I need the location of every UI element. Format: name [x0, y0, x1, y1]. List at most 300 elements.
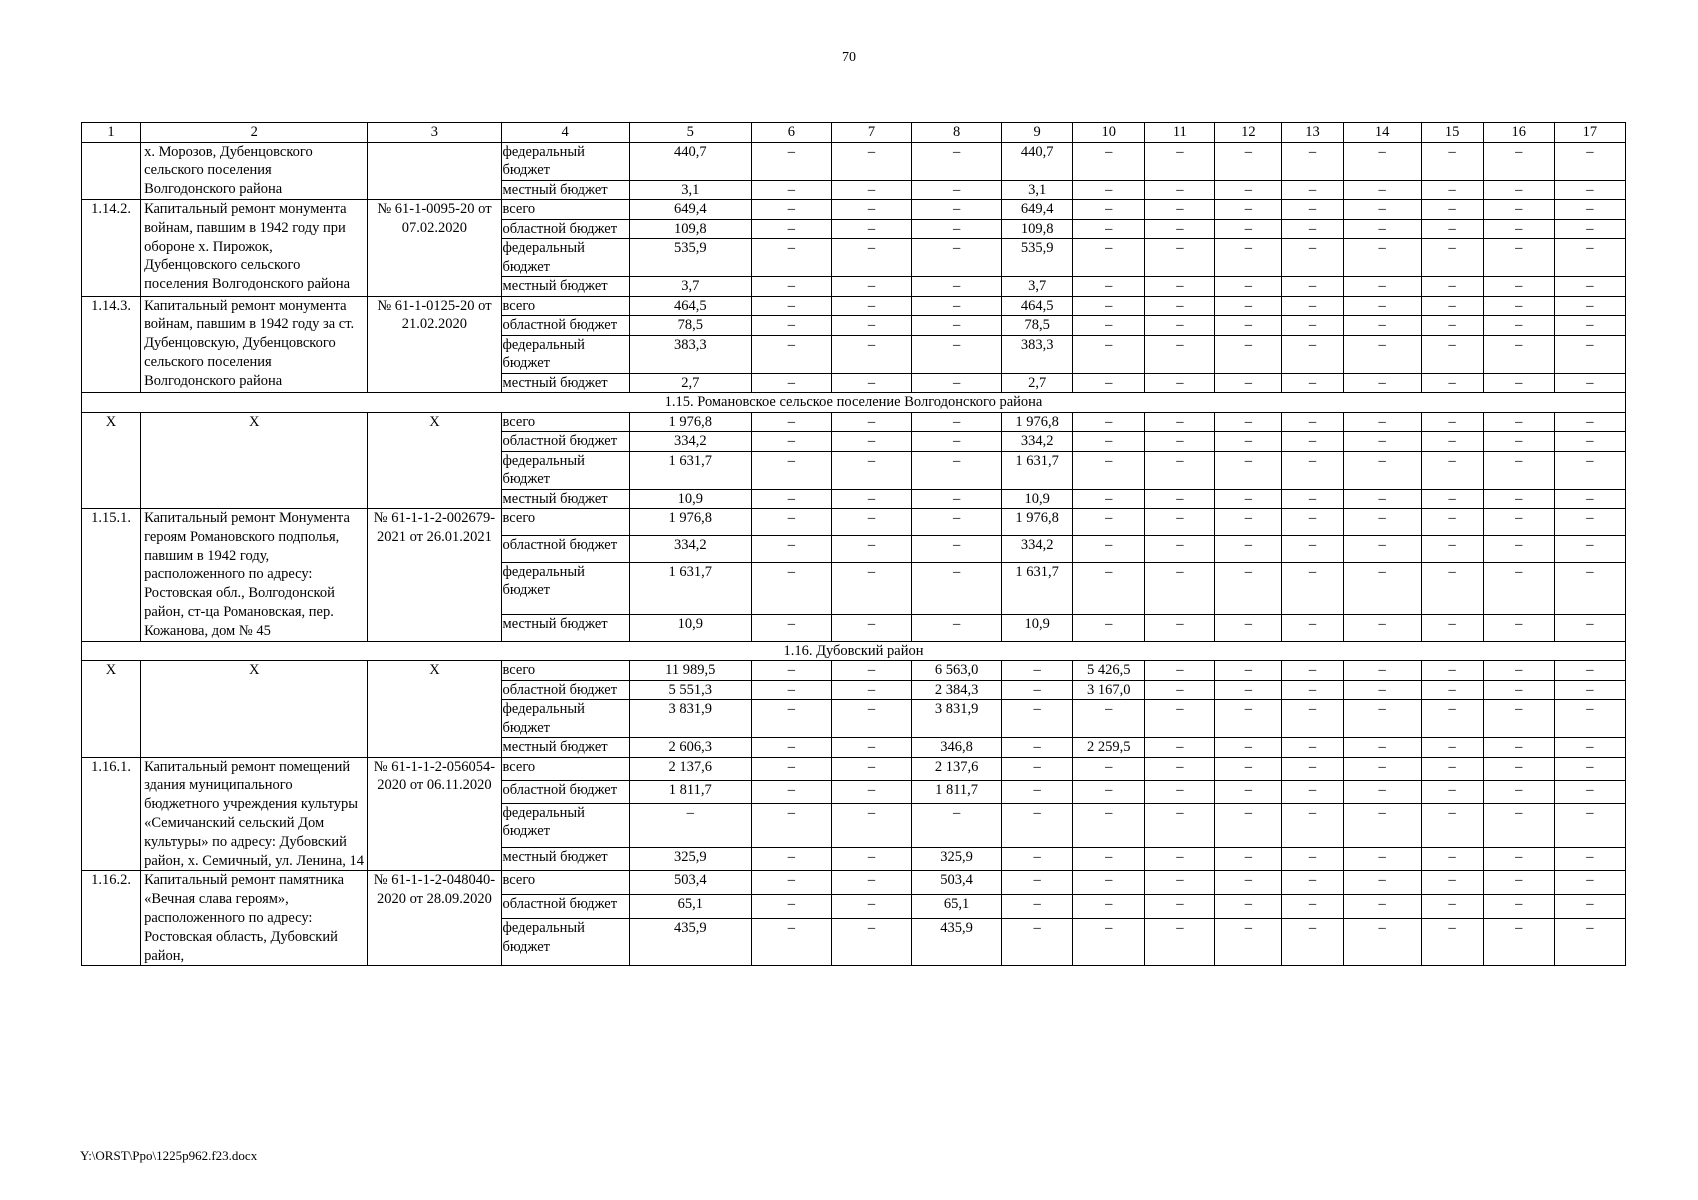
value-cell: –	[1554, 277, 1625, 297]
value-cell: –	[1073, 142, 1145, 180]
value-cell: –	[912, 614, 1002, 641]
value-cell: 10,9	[1002, 489, 1073, 509]
value-cell: –	[1215, 895, 1282, 919]
value-cell: –	[1215, 871, 1282, 895]
value-cell: –	[1554, 738, 1625, 758]
column-header: 8	[912, 123, 1002, 143]
value-cell: –	[1215, 780, 1282, 803]
value-cell: –	[831, 180, 911, 200]
value-cell: –	[831, 451, 911, 489]
value-cell: –	[1215, 680, 1282, 700]
value-cell: –	[1483, 296, 1554, 316]
value-cell: –	[1215, 562, 1282, 614]
value-cell: –	[1421, 680, 1483, 700]
value-cell: –	[1483, 871, 1554, 895]
value-cell: –	[1483, 412, 1554, 432]
value-cell: –	[1554, 661, 1625, 681]
value-cell: –	[1282, 296, 1343, 316]
value-cell: –	[1145, 700, 1215, 738]
value-cell: –	[1215, 373, 1282, 393]
value-cell: –	[1282, 562, 1343, 614]
value-cell: –	[1343, 373, 1421, 393]
value-cell: –	[1421, 757, 1483, 780]
value-cell: –	[1002, 871, 1073, 895]
value-cell: 383,3	[1002, 335, 1073, 373]
value-cell: –	[1483, 373, 1554, 393]
funding-source: областной бюджет	[501, 680, 629, 700]
value-cell: –	[1483, 895, 1554, 919]
value-cell: 464,5	[1002, 296, 1073, 316]
column-header: 6	[751, 123, 831, 143]
value-cell: –	[912, 200, 1002, 220]
value-cell: –	[1145, 919, 1215, 966]
item-name: Капитальный ремонт памятника «Вечная слава героям», расположенного по адресу: Ростовская область, Дубовский район,	[141, 871, 368, 966]
value-cell: –	[1002, 780, 1073, 803]
value-cell: –	[1145, 680, 1215, 700]
value-cell: –	[1002, 738, 1073, 758]
value-cell: –	[831, 335, 911, 373]
value-cell: –	[1554, 680, 1625, 700]
column-header: 11	[1145, 123, 1215, 143]
value-cell: –	[1215, 142, 1282, 180]
value-cell: –	[1421, 142, 1483, 180]
value-cell: 334,2	[629, 432, 751, 452]
value-cell: –	[1421, 335, 1483, 373]
funding-source: федеральный бюджет	[501, 803, 629, 848]
value-cell: –	[751, 335, 831, 373]
section-title: 1.16. Дубовский район	[82, 641, 1626, 661]
funding-source: всего	[501, 509, 629, 536]
value-cell: –	[751, 489, 831, 509]
value-cell: –	[1421, 180, 1483, 200]
table-row	[82, 296, 1626, 316]
value-cell: 1 631,7	[1002, 562, 1073, 614]
value-cell: –	[1145, 239, 1215, 277]
value-cell: –	[1073, 335, 1145, 373]
funding-source: всего	[501, 296, 629, 316]
value-cell: –	[1343, 757, 1421, 780]
value-cell: –	[831, 871, 911, 895]
value-cell: 325,9	[629, 848, 751, 871]
value-cell: –	[1002, 848, 1073, 871]
item-document: № 61-1-1-2-056054-2020 от 06.11.2020	[368, 757, 501, 871]
value-cell: –	[912, 432, 1002, 452]
value-cell: –	[1215, 239, 1282, 277]
column-header: 10	[1073, 123, 1145, 143]
value-cell: –	[1483, 451, 1554, 489]
value-cell: –	[1483, 535, 1554, 562]
item-number: 1.14.2.	[82, 200, 141, 297]
section-row	[82, 393, 1626, 413]
value-cell: –	[1421, 738, 1483, 758]
value-cell: –	[1554, 780, 1625, 803]
value-cell: –	[1073, 489, 1145, 509]
value-cell: –	[831, 757, 911, 780]
value-cell: –	[1554, 219, 1625, 239]
table-row	[82, 200, 1626, 220]
value-cell: –	[1554, 803, 1625, 848]
value-cell: –	[831, 296, 911, 316]
value-cell: –	[1282, 871, 1343, 895]
value-cell: –	[1554, 335, 1625, 373]
value-cell: –	[629, 803, 751, 848]
funding-source: федеральный бюджет	[501, 335, 629, 373]
funding-source: всего	[501, 200, 629, 220]
value-cell: 1 811,7	[912, 780, 1002, 803]
value-cell: –	[831, 219, 911, 239]
value-cell: –	[1421, 412, 1483, 432]
value-cell: –	[751, 373, 831, 393]
value-cell: –	[751, 919, 831, 966]
value-cell: –	[1145, 757, 1215, 780]
value-cell: 3 831,9	[912, 700, 1002, 738]
value-cell: –	[1215, 489, 1282, 509]
value-cell: –	[1215, 432, 1282, 452]
value-cell: –	[1145, 509, 1215, 536]
value-cell: –	[751, 200, 831, 220]
column-header: 17	[1554, 123, 1625, 143]
value-cell: –	[1421, 614, 1483, 641]
value-cell: –	[1073, 803, 1145, 848]
value-cell: –	[1343, 700, 1421, 738]
value-cell: –	[1073, 373, 1145, 393]
value-cell: –	[1421, 296, 1483, 316]
value-cell: –	[1073, 451, 1145, 489]
value-cell: –	[912, 373, 1002, 393]
value-cell: 78,5	[629, 316, 751, 336]
value-cell: –	[1343, 803, 1421, 848]
table-row	[82, 661, 1626, 681]
value-cell: –	[831, 803, 911, 848]
value-cell: –	[1483, 316, 1554, 336]
value-cell: –	[1073, 296, 1145, 316]
value-cell: 6 563,0	[912, 661, 1002, 681]
column-header: 5	[629, 123, 751, 143]
item-name: Капитальный ремонт Монумента героям Романовского подполья, павшим в 1942 году, расположенного по адресу: Ростовская обл., Волгодонской район, ст-ца Романовская, пер. Кожанова, дом № 45	[141, 509, 368, 642]
table-row	[82, 757, 1626, 780]
value-cell: –	[1343, 277, 1421, 297]
value-cell: –	[831, 919, 911, 966]
value-cell: –	[1145, 200, 1215, 220]
value-cell: –	[1483, 432, 1554, 452]
value-cell: –	[912, 239, 1002, 277]
value-cell: –	[1282, 848, 1343, 871]
value-cell: –	[1215, 803, 1282, 848]
value-cell: –	[1002, 680, 1073, 700]
value-cell: 1 631,7	[629, 451, 751, 489]
value-cell: –	[1483, 757, 1554, 780]
value-cell: –	[1554, 180, 1625, 200]
value-cell: –	[1421, 432, 1483, 452]
value-cell: 535,9	[629, 239, 751, 277]
value-cell: –	[912, 535, 1002, 562]
value-cell: –	[1073, 757, 1145, 780]
value-cell: –	[1145, 614, 1215, 641]
item-document: Х	[368, 661, 501, 758]
value-cell: 435,9	[912, 919, 1002, 966]
table-row	[82, 412, 1626, 432]
table-row	[82, 871, 1626, 895]
column-header: 12	[1215, 123, 1282, 143]
value-cell: –	[1343, 661, 1421, 681]
value-cell: 535,9	[1002, 239, 1073, 277]
header-row	[82, 123, 1626, 143]
value-cell: 503,4	[912, 871, 1002, 895]
column-header: 7	[831, 123, 911, 143]
value-cell: –	[1145, 895, 1215, 919]
value-cell: –	[751, 535, 831, 562]
value-cell: –	[1483, 614, 1554, 641]
value-cell: –	[831, 412, 911, 432]
column-header: 1	[82, 123, 141, 143]
value-cell: 435,9	[629, 919, 751, 966]
value-cell: –	[1483, 919, 1554, 966]
value-cell: –	[751, 780, 831, 803]
value-cell: –	[831, 277, 911, 297]
value-cell: –	[1282, 661, 1343, 681]
value-cell: –	[1554, 895, 1625, 919]
value-cell: 464,5	[629, 296, 751, 316]
item-number: 1.16.2.	[82, 871, 141, 966]
value-cell: –	[1421, 509, 1483, 536]
value-cell: –	[1282, 373, 1343, 393]
value-cell: –	[1483, 803, 1554, 848]
funding-source: местный бюджет	[501, 489, 629, 509]
value-cell: –	[1343, 680, 1421, 700]
value-cell: –	[1421, 277, 1483, 297]
value-cell: –	[831, 738, 911, 758]
value-cell: –	[1215, 180, 1282, 200]
value-cell: 1 631,7	[1002, 451, 1073, 489]
budget-table	[81, 122, 1626, 966]
value-cell: –	[831, 535, 911, 562]
value-cell: 440,7	[1002, 142, 1073, 180]
table-row	[82, 142, 1626, 180]
value-cell: 325,9	[912, 848, 1002, 871]
value-cell: 3,7	[1002, 277, 1073, 297]
item-name: х. Морозов, Дубенцовского сельского поселения Волгодонского района	[141, 142, 368, 200]
value-cell: –	[912, 451, 1002, 489]
value-cell: –	[751, 509, 831, 536]
item-document: № 61-1-0095-20 от 07.02.2020	[368, 200, 501, 297]
value-cell: 649,4	[629, 200, 751, 220]
value-cell: –	[1282, 489, 1343, 509]
value-cell: –	[831, 680, 911, 700]
value-cell: 1 811,7	[629, 780, 751, 803]
value-cell: –	[1483, 335, 1554, 373]
value-cell: –	[831, 239, 911, 277]
value-cell: –	[1343, 432, 1421, 452]
table-row	[82, 509, 1626, 536]
value-cell: –	[1215, 661, 1282, 681]
value-cell: –	[1282, 757, 1343, 780]
value-cell: –	[1282, 412, 1343, 432]
value-cell: –	[1483, 680, 1554, 700]
value-cell: –	[1554, 412, 1625, 432]
value-cell: 78,5	[1002, 316, 1073, 336]
column-header: 15	[1421, 123, 1483, 143]
value-cell: –	[1073, 700, 1145, 738]
value-cell: –	[1145, 562, 1215, 614]
value-cell: –	[1145, 219, 1215, 239]
value-cell: 10,9	[629, 614, 751, 641]
value-cell: –	[1215, 219, 1282, 239]
value-cell: –	[1282, 451, 1343, 489]
value-cell: –	[1282, 277, 1343, 297]
item-document: № 61-1-1-2-002679-2021 от 26.01.2021	[368, 509, 501, 642]
section-row	[82, 641, 1626, 661]
value-cell: –	[1215, 412, 1282, 432]
value-cell: 2 137,6	[912, 757, 1002, 780]
funding-source: областной бюджет	[501, 535, 629, 562]
value-cell: –	[1145, 180, 1215, 200]
value-cell: –	[1145, 803, 1215, 848]
value-cell: –	[1554, 373, 1625, 393]
value-cell: –	[1554, 296, 1625, 316]
value-cell: –	[1483, 277, 1554, 297]
item-document: Х	[368, 412, 501, 509]
value-cell: 3 831,9	[629, 700, 751, 738]
value-cell: –	[1421, 661, 1483, 681]
value-cell: 11 989,5	[629, 661, 751, 681]
value-cell: –	[1554, 489, 1625, 509]
value-cell: –	[912, 335, 1002, 373]
value-cell: –	[1282, 200, 1343, 220]
funding-source: местный бюджет	[501, 180, 629, 200]
value-cell: –	[751, 680, 831, 700]
value-cell: –	[1483, 661, 1554, 681]
value-cell: –	[1215, 919, 1282, 966]
value-cell: –	[1421, 373, 1483, 393]
item-number: 1.14.3.	[82, 296, 141, 393]
value-cell: –	[751, 451, 831, 489]
value-cell: –	[1343, 848, 1421, 871]
value-cell: –	[1554, 451, 1625, 489]
value-cell: –	[1215, 700, 1282, 738]
page-number: 70	[842, 50, 856, 65]
value-cell: –	[1145, 142, 1215, 180]
value-cell: –	[1002, 803, 1073, 848]
value-cell: –	[1343, 614, 1421, 641]
value-cell: –	[831, 780, 911, 803]
value-cell: –	[1145, 535, 1215, 562]
item-name: Х	[141, 412, 368, 509]
value-cell: –	[1421, 895, 1483, 919]
value-cell: –	[912, 296, 1002, 316]
value-cell: –	[1343, 895, 1421, 919]
value-cell: –	[1483, 180, 1554, 200]
value-cell: –	[1421, 316, 1483, 336]
value-cell: –	[1145, 335, 1215, 373]
value-cell: –	[1421, 848, 1483, 871]
value-cell: –	[912, 509, 1002, 536]
value-cell: –	[1073, 895, 1145, 919]
value-cell: –	[912, 142, 1002, 180]
value-cell: –	[1073, 200, 1145, 220]
value-cell: –	[1145, 871, 1215, 895]
value-cell: –	[1145, 489, 1215, 509]
value-cell: –	[751, 296, 831, 316]
value-cell: –	[751, 562, 831, 614]
value-cell: –	[1483, 239, 1554, 277]
value-cell: 649,4	[1002, 200, 1073, 220]
value-cell: –	[831, 489, 911, 509]
value-cell: 383,3	[629, 335, 751, 373]
value-cell: –	[1343, 738, 1421, 758]
value-cell: –	[1145, 848, 1215, 871]
value-cell: 65,1	[912, 895, 1002, 919]
value-cell: –	[1282, 895, 1343, 919]
value-cell: –	[1002, 919, 1073, 966]
value-cell: –	[1343, 871, 1421, 895]
value-cell: –	[1282, 680, 1343, 700]
value-cell: –	[912, 562, 1002, 614]
funding-source: всего	[501, 871, 629, 895]
value-cell: –	[1073, 509, 1145, 536]
funding-source: федеральный бюджет	[501, 142, 629, 180]
value-cell: 10,9	[1002, 614, 1073, 641]
value-cell: –	[1215, 277, 1282, 297]
value-cell: –	[1073, 562, 1145, 614]
value-cell: –	[1282, 316, 1343, 336]
value-cell: –	[1421, 919, 1483, 966]
value-cell: –	[1215, 200, 1282, 220]
value-cell: –	[1282, 335, 1343, 373]
value-cell: –	[751, 142, 831, 180]
value-cell: –	[1282, 535, 1343, 562]
funding-source: всего	[501, 661, 629, 681]
value-cell: –	[831, 142, 911, 180]
value-cell: –	[751, 614, 831, 641]
value-cell: –	[751, 871, 831, 895]
value-cell: 1 976,8	[629, 509, 751, 536]
value-cell: –	[1343, 451, 1421, 489]
value-cell: –	[1554, 919, 1625, 966]
funding-source: федеральный бюджет	[501, 562, 629, 614]
funding-source: местный бюджет	[501, 738, 629, 758]
value-cell: –	[1421, 871, 1483, 895]
value-cell: –	[831, 432, 911, 452]
value-cell: 3 167,0	[1073, 680, 1145, 700]
column-header: 14	[1343, 123, 1421, 143]
funding-source: областной бюджет	[501, 895, 629, 919]
value-cell: 334,2	[629, 535, 751, 562]
value-cell: –	[1554, 757, 1625, 780]
value-cell: –	[1554, 200, 1625, 220]
value-cell: –	[1343, 780, 1421, 803]
value-cell: –	[1073, 432, 1145, 452]
value-cell: –	[1343, 316, 1421, 336]
value-cell: –	[912, 489, 1002, 509]
value-cell: –	[1554, 700, 1625, 738]
item-document: № 61-1-0125-20 от 21.02.2020	[368, 296, 501, 393]
value-cell: –	[1073, 919, 1145, 966]
funding-source: областной бюджет	[501, 432, 629, 452]
value-cell: –	[1282, 803, 1343, 848]
item-number: Х	[82, 661, 141, 758]
value-cell: –	[912, 803, 1002, 848]
value-cell: 2 384,3	[912, 680, 1002, 700]
value-cell: –	[1343, 489, 1421, 509]
value-cell: –	[1073, 239, 1145, 277]
value-cell: –	[1483, 142, 1554, 180]
value-cell: –	[1282, 432, 1343, 452]
value-cell: –	[1145, 738, 1215, 758]
value-cell: –	[751, 180, 831, 200]
value-cell: –	[751, 803, 831, 848]
value-cell: –	[1421, 489, 1483, 509]
value-cell: –	[1282, 700, 1343, 738]
